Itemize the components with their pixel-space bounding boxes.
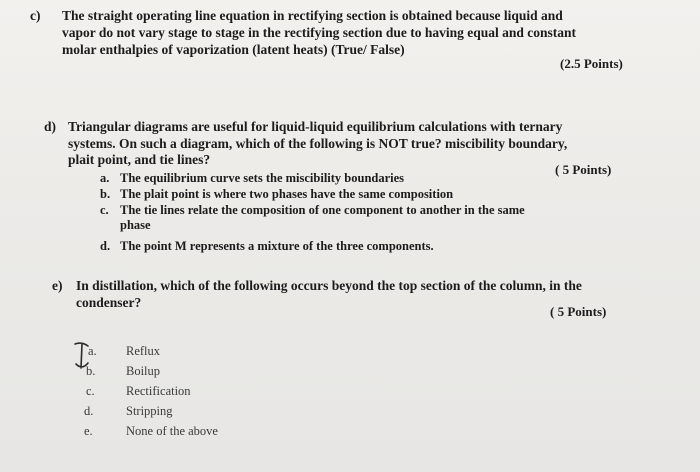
question-d-option-d-letter: d.: [100, 239, 111, 253]
question-d-line-3: plait point, and tie lines?: [68, 152, 211, 167]
question-d-label: d): [44, 119, 57, 134]
question-d-option-c-continued: phase: [120, 218, 151, 232]
question-d-option-b[interactable]: The plait point is where two phases have the same composition: [120, 187, 454, 201]
question-e-option-e-letter: e.: [84, 424, 93, 438]
question-e-option-c[interactable]: Rectification: [126, 384, 191, 398]
question-c-line-1: The straight operating line equation in rectifying section is obtained because liquid and: [62, 8, 563, 23]
question-d-option-a-letter: a.: [100, 171, 110, 185]
question-c-points: (2.5 Points): [560, 56, 623, 71]
question-d-option-a[interactable]: The equilibrium curve sets the miscibility boundaries: [120, 171, 405, 185]
question-d-option-b-letter: b.: [100, 187, 111, 201]
question-d-option-c-letter: c.: [100, 203, 109, 217]
question-e-label: e): [52, 278, 63, 293]
question-e-points: ( 5 Points): [550, 304, 607, 319]
question-e-option-e[interactable]: None of the above: [126, 424, 218, 438]
question-e-option-a-letter: a.: [88, 344, 97, 358]
question-e-option-c-letter: c.: [86, 384, 95, 398]
question-e-option-a[interactable]: Reflux: [126, 344, 161, 358]
question-e-option-d-letter: d.: [84, 404, 94, 418]
question-c-line-3: molar enthalpies of vaporization (latent heats) (True/ False): [62, 42, 405, 57]
question-e-option-b-letter: b.: [86, 364, 96, 378]
question-c-label: c): [30, 8, 41, 23]
question-e-option-d[interactable]: Stripping: [126, 404, 173, 418]
question-d-line-2: systems. On such a diagram, which of the following is NOT true? miscibility boundary,: [68, 136, 568, 151]
question-e-line-1: In distillation, which of the following occurs beyond the top section of the column, in the: [76, 278, 582, 293]
question-d-line-1: Triangular diagrams are useful for liquid-liquid equilibrium calculations with ternary: [68, 119, 563, 134]
question-d-option-c[interactable]: The tie lines relate the composition of one component to another in the same: [120, 203, 525, 217]
question-e-line-2: condenser?: [76, 295, 142, 310]
question-d-points: ( 5 Points): [555, 162, 612, 177]
question-d-option-d[interactable]: The point M represents a mixture of the three components.: [120, 239, 434, 253]
question-c-line-2: vapor do not vary stage to stage in the rectifying section due to having equal and constant: [62, 25, 577, 40]
question-e-option-b[interactable]: Boilup: [126, 364, 161, 378]
